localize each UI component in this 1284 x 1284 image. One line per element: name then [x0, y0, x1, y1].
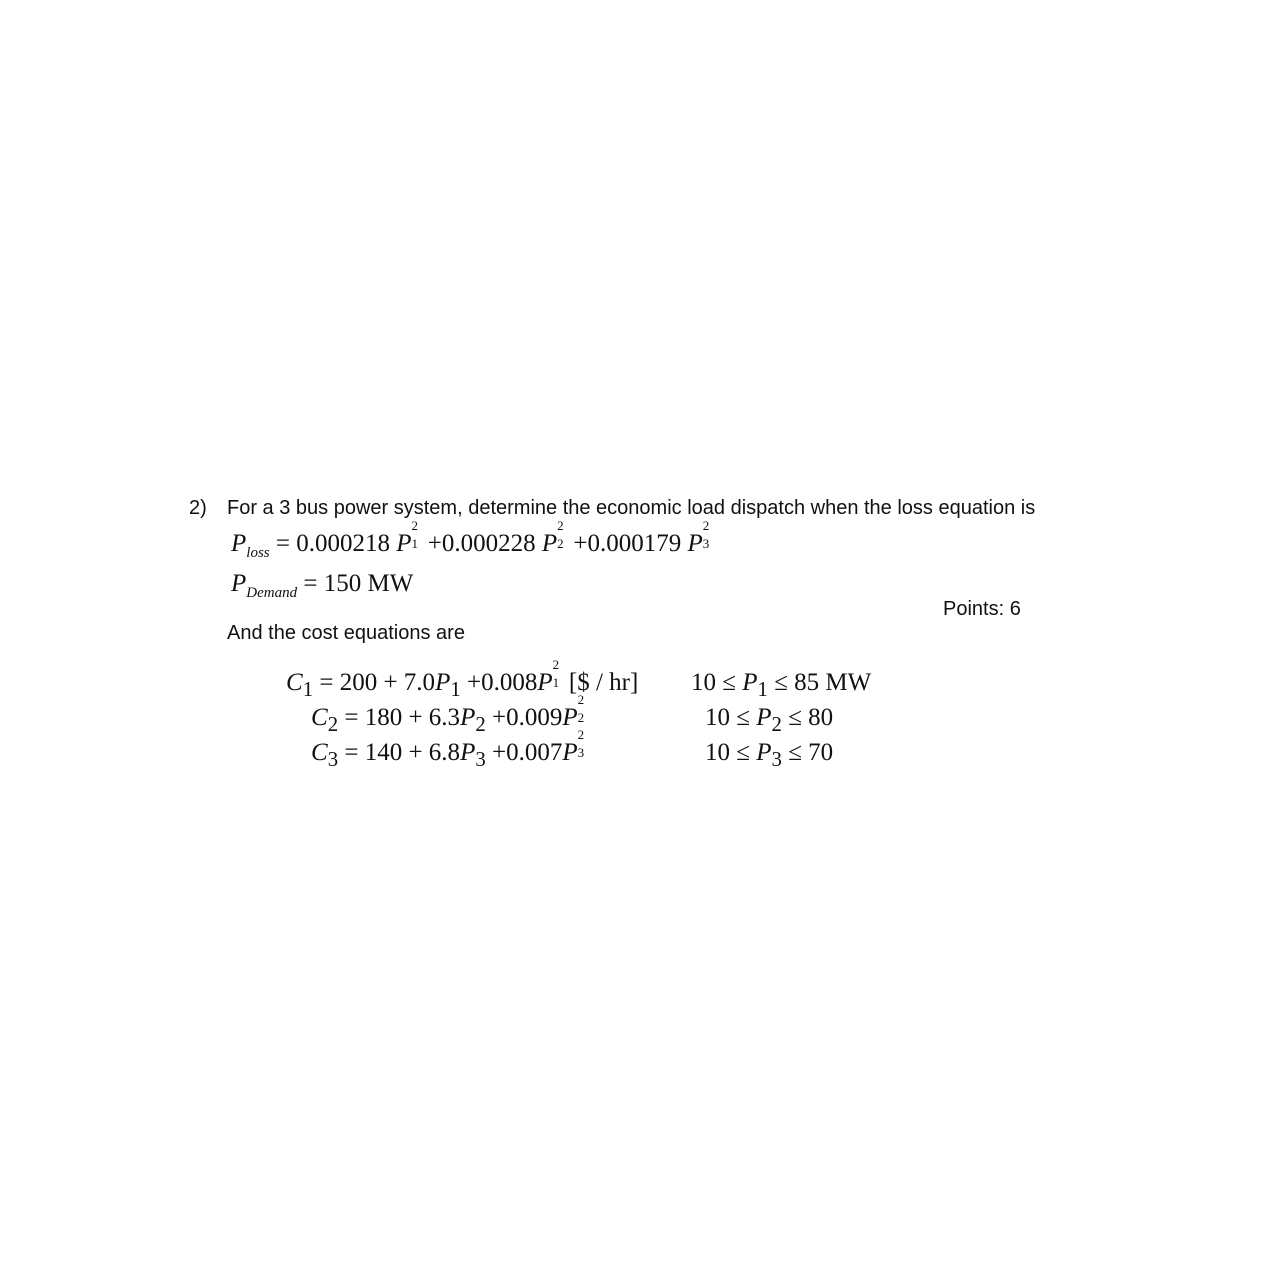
loss-term-1-var: P	[396, 530, 412, 557]
cost-2-lhs-sub: 2	[327, 712, 339, 736]
loss-term-2-sup: 2	[557, 518, 564, 533]
cost-3-p2-sub: 3	[577, 745, 585, 760]
loss-term-3-index	[702, 518, 713, 551]
cost-2-lhs: C	[311, 704, 328, 731]
cost-1-p2: P	[537, 669, 553, 696]
loss-equation	[231, 518, 713, 561]
loss-term-3-coef: +0.000179	[573, 530, 682, 557]
cost-3-p2-index	[577, 727, 588, 760]
cost-1-constant: = 200 + 7.0	[319, 669, 436, 696]
limit-1-sub: 1	[757, 677, 768, 701]
loss-term-1-coef: = 0.000218	[275, 530, 390, 557]
cost-2-p1: P	[460, 704, 476, 731]
cost-1-p1: P	[435, 669, 451, 696]
cost-3-p2-sup: 2	[577, 727, 585, 742]
loss-term-3-sub: 3	[702, 536, 710, 551]
cost-3-p1: P	[460, 739, 476, 766]
limit-2-sub: 2	[771, 712, 782, 736]
demand-equation	[231, 570, 414, 601]
cost-1-p2-sup: 2	[552, 657, 560, 672]
cost-2-p2-index	[577, 692, 588, 725]
cost-2-p1-sub: 2	[475, 712, 486, 736]
points-label: Points: 6	[943, 598, 1021, 620]
limit-1-var: P	[742, 669, 758, 696]
loss-term-1-index	[411, 518, 422, 551]
loss-term-2-var: P	[541, 530, 558, 557]
loss-term-2-index	[557, 518, 567, 551]
loss-term-2-coef: +0.000228	[427, 530, 536, 557]
cost-1-quad: +0.008	[467, 669, 538, 696]
cost-equation-2	[311, 692, 588, 736]
demand-symbol: P	[231, 570, 247, 597]
limit-1-high: ≤ 85 MW	[774, 669, 872, 696]
demand-value: = 150 MW	[303, 570, 414, 597]
cost-1-p2-sub: 1	[552, 675, 560, 690]
question-number: 2)	[189, 497, 207, 519]
loss-symbol: P	[231, 530, 247, 557]
loss-term-1-sup: 2	[411, 518, 419, 533]
limit-3-high: ≤ 70	[788, 739, 834, 766]
cost-3-lhs: C	[311, 739, 328, 766]
cost-1-p2-index	[552, 657, 563, 690]
limit-2-var: P	[756, 704, 772, 731]
question-text: For a 3 bus power system, determine the economic load dispatch when the loss equation is	[227, 497, 1036, 519]
limit-2-low: 10 ≤	[705, 704, 750, 731]
cost-2-constant: = 180 + 6.3	[344, 704, 461, 731]
cost-2-p2-sub: 2	[577, 710, 585, 725]
cost-1-lhs: C	[286, 669, 303, 696]
cost-3-quad: +0.007	[492, 739, 563, 766]
limit-3-var: P	[756, 739, 772, 766]
cost-3-lhs-sub: 3	[327, 747, 339, 771]
loss-term-3-sup: 2	[702, 518, 710, 533]
demand-subscript: Demand	[246, 585, 298, 601]
cost-2-p2-sup: 2	[577, 692, 585, 707]
cost-1-lhs-sub: 1	[302, 677, 314, 701]
limit-2	[705, 705, 833, 735]
cost-3-p1-sub: 3	[475, 747, 486, 771]
cost-2-quad: +0.009	[492, 704, 563, 731]
cost-1-units: [$ / hr]	[568, 669, 639, 696]
cost-equation-1	[286, 657, 639, 701]
cost-3-constant: = 140 + 6.8	[344, 739, 461, 766]
loss-term-2-sub: 2	[557, 536, 564, 551]
loss-term-3-var: P	[687, 530, 703, 557]
cost-3-p2: P	[562, 739, 578, 766]
limit-3	[705, 740, 833, 770]
loss-term-1-sub: 1	[411, 536, 419, 551]
cost-2-p2: P	[562, 704, 578, 731]
cost-1-p1-sub: 1	[450, 677, 461, 701]
cost-intro: And the cost equations are	[227, 622, 465, 644]
limit-3-low: 10 ≤	[705, 739, 750, 766]
limit-1	[691, 670, 871, 700]
limit-2-high: ≤ 80	[788, 704, 834, 731]
cost-equation-3	[311, 727, 588, 771]
limit-1-low: 10 ≤	[691, 669, 736, 696]
loss-subscript: loss	[246, 545, 270, 561]
limit-3-sub: 3	[771, 747, 782, 771]
